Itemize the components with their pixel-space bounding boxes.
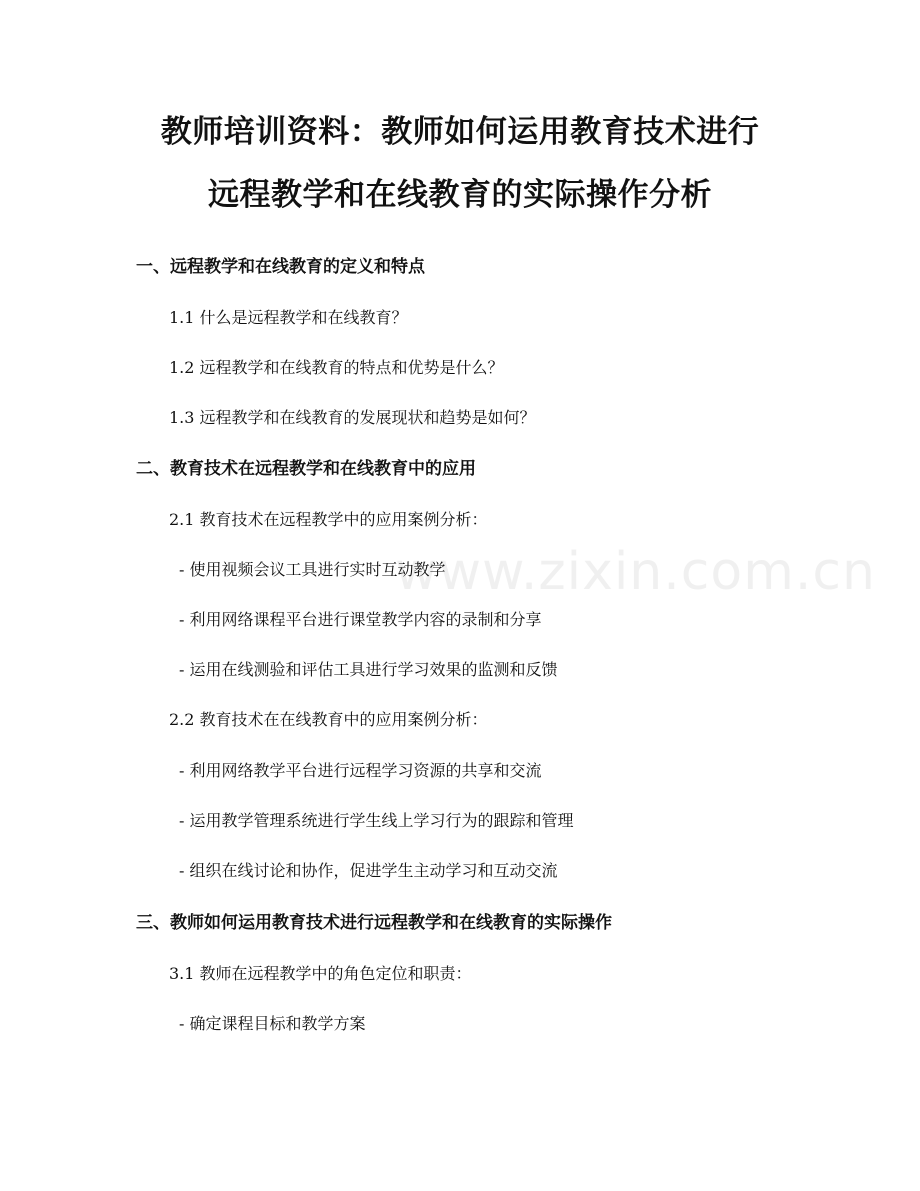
bullet-item: - 运用在线测验和评估工具进行学习效果的监测和反馈: [179, 660, 558, 679]
subsection-item: 1.2 远程教学和在线教育的特点和优势是什么？: [169, 358, 504, 377]
subsection-item: 3.1 教师在远程教学中的角色定位和职责：: [169, 964, 472, 983]
section-heading: 一、远程教学和在线教育的定义和特点: [136, 257, 425, 277]
document-title-line-2: 远程教学和在线教育的实际操作分析: [208, 177, 712, 213]
subsection-item: 1.3 远程教学和在线教育的发展现状和趋势是如何？: [169, 408, 536, 427]
subsection-item: 2.1 教育技术在远程教学中的应用案例分析：: [169, 510, 488, 529]
bullet-item: - 使用视频会议工具进行实时互动教学: [179, 560, 446, 579]
bullet-item: - 利用网络教学平台进行远程学习资源的共享和交流: [179, 761, 542, 780]
document-title-line-1: 教师培训资料：教师如何运用教育技术进行: [160, 114, 760, 150]
bullet-item: - 运用教学管理系统进行学生线上学习行为的跟踪和管理: [179, 811, 574, 830]
section-heading: 三、教师如何运用教育技术进行远程教学和在线教育的实际操作: [136, 913, 612, 933]
subsection-item: 1.1 什么是远程教学和在线教育？: [169, 308, 408, 327]
subsection-item: 2.2 教育技术在在线教育中的应用案例分析：: [169, 710, 488, 729]
watermark: www.zixin.com.cn: [395, 542, 876, 602]
bullet-item: - 组织在线讨论和协作，促进学生主动学习和互动交流: [179, 861, 558, 880]
section-heading: 二、教育技术在远程教学和在线教育中的应用: [136, 459, 476, 479]
bullet-item: - 利用网络课程平台进行课堂教学内容的录制和分享: [179, 610, 542, 629]
bullet-item: - 确定课程目标和教学方案: [179, 1014, 366, 1033]
